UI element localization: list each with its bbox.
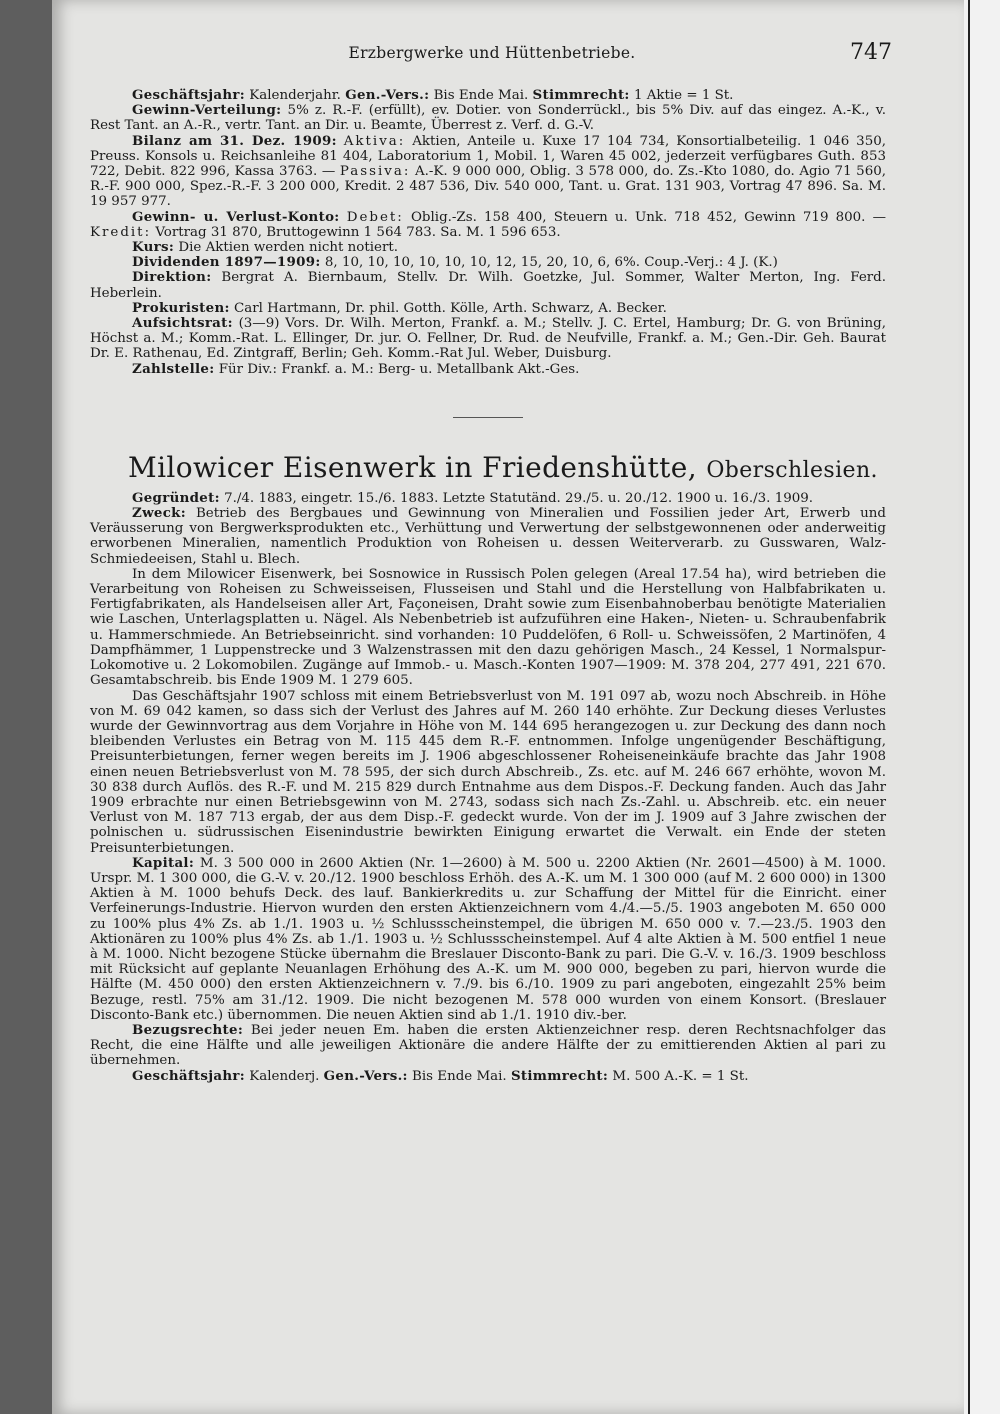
entry-guv: Gewinn- u. Verlust-Konto: Debet: Oblig.-Zs. 158 400, Steuern u. Unk. 718 452, Gewinn 719 800. — Kredit: Vortrag 31 870, Bruttogewinn 1 564 783. Sa. M. 1 596 653. — [90, 208, 886, 240]
entry-gegruendet: Gegründet: 7./4. 1883, eingetr. 15./6. 1883. Letzte Statutänd. 29./5. u. 20./12. 1900 u. 16./3. 1909. — [132, 489, 814, 506]
entry-zahlstelle: Zahlstelle: Für Div.: Frankf. a. M.: Berg- u. Metallbank Akt.-Ges. — [132, 360, 580, 377]
page-body — [90, 88, 886, 1084]
entry-prokuristen: Prokuristen: Carl Hartmann, Dr. phil. Gotth. Kölle, Arth. Schwarz, A. Becker. — [132, 299, 667, 316]
company-heading — [128, 452, 886, 487]
entry-zweck: Zweck: Betrieb des Bergbaues und Gewinnung von Mineralien und Fossilien jeder Art, Erwerb und Veräusserung von Bergwerksprodukten etc., Verhüttung und Verwertung der selbstgewonnenen oder anderweitig erworbenen Mineralien, namentlich Produktion von Roheisen u. dessen Weiterverarb. zu Gusswaren, Walz-Schmiedeeisen, Stahl u. Blech. — [90, 505, 886, 567]
running-header — [92, 40, 892, 70]
section-divider — [453, 417, 523, 418]
entry-bilanz: Bilanz am 31. Dez. 1909: Aktiva: Aktien, Anteile u. Kuxe 17 104 734, Konsortialbeteilig. 1 046 350, Preuss. Konsols u. Reichsanleihe 81 404, Laboratorium 1, Mobil. 1, Waren 45 002, jederzeit verfügbares Guth. 853 722, Debit. 822 996, Kassa 3763. — Passiva: A.-K. 9 000 000, Oblig. 3 578 000, do. Zs.-Kto 1080, do. Agio 71 560, R.-F. 900 000, Spez.-R.-F. 3 200 000, Kredit. 2 487 536, Div. 540 000, Tant. u. Grat. 131 903, Vortrag 47 896. Sa. M. 19 957 977. — [90, 132, 886, 210]
edge-line — [968, 0, 970, 1414]
running-title: Erzbergwerke und Hüttenbetriebe. — [348, 44, 636, 62]
page-edge — [964, 0, 1000, 1414]
entry-gewinnverteilung: Gewinn-Verteilung: 5% z. R.-F. (erfüllt), ev. Dotier. von Sonderrückl., bis 5% Div. auf das eingez. A.-K., v. Rest Tant. an A.-R., vertr. Tant. an Dir. u. Beamte, Überrest z. Verf. d. G.-V. — [90, 102, 886, 134]
entry-dividenden: Dividenden 1897—1909: 8, 10, 10, 10, 10, 10, 10, 12, 15, 20, 10, 6, 6%. Coup.-Verj.: 4 J. (K.) — [132, 254, 778, 271]
company-region: Oberschlesien. — [706, 457, 878, 483]
entry-geschaeftsjahr-2: Geschäftsjahr: Kalenderj. Gen.-Vers.: Bis Ende Mai. Stimmrecht: M. 500 A.-K. = 1 St. — [132, 1067, 749, 1084]
paragraph-betrieb: In dem Milowicer Eisenwerk, bei Sosnowice in Russisch Polen gelegen (Areal 17.54 ha), wird betrieben die Verarbeitung von Roheisen zu Schweisseisen, Flusseisen und Stahl und die Herstellung von Halbfabrikaten u. Fertigfabrikaten, als Handelseisen aller Art, Façoneisen, Draht sowie zum Eisenbahnoberbau benötigte Materialien wie Laschen, Unterlagsplatten u. Nägel. Als Nebenbetrieb ist aufzuführen eine Haken-, Nieten- u. Schraubenfabrik u. Hammerschmiede. An Betriebseinricht. sind vorhanden: 10 Puddelöfen, 6 Roll- u. Schweissöfen, 2 Martinöfen, 4 Dampfhämmer, 1 Luppenstrecke und 3 Walzenstrassen mit den dazu gehörigen Masch., 24 Kessel, 1 Normalspur-Lokomotive u. 2 Lokomobilen. Zugänge auf Immob.- u. Masch.-Konten 1907—1909: M. 378 204, 277 491, 221 670. Gesamtabschreib. bis Ende 1909 M. 1 279 605. — [90, 566, 886, 689]
entry-aufsichtsrat: Aufsichtsrat: (3—9) Vors. Dr. Wilh. Merton, Frankf. a. M.; Stellv. J. C. Ertel, Hamburg; Dr. G. von Brüning, Höchst a. M.; Komm.-Rat. L. Ellinger, Dr. jur. O. Fellner, Dr. Rud. de Neufville, Frankf. a. M.; Gen.-Dir. Geh. Baurat Dr. E. Rathenau, Ed. Zintgraff, Berlin; Geh. Komm.-Rat Jul. Weber, Duisburg. — [90, 315, 886, 362]
entry-kapital: Kapital: M. 3 500 000 in 2600 Aktien (Nr. 1—2600) à M. 500 u. 2200 Aktien (Nr. 2601—4500) à M. 1000. Urspr. M. 1 300 000, die G.-V. v. 20./12. 1900 beschloss Erhöh. des A.-K. um M. 1 300 000 (auf M. 2 600 000) in 1300 Aktien à M. 1000 behufs Deck. des lauf. Bankierkredits u. zur Schaffung der Mittel für die Einricht. einer Verfeinerungs-Industrie. Hiervon wurden den ersten Aktienzeichnern vom 4./4.—5./5. 1903 angeboten M. 650 000 zu 100% plus 4% Zs. ab 1./1. 1903 u. ½ Schlussscheinstempel, die übrigen M. 650 000 v. 7.—23./5. 1903 den Aktionären zu 100% plus 4% Zs. ab 1./1. 1903 u. ½ Schlussscheinstempel. Auf 4 alte Aktien à M. 500 entfiel 1 neue à M. 1000. Nicht bezogene Stücke übernahm die Breslauer Disconto-Bank zu pari. Die G.-V. v. 16./3. 1909 beschloss mit Rücksicht auf geplante Neuanlagen Erhöhung des A.-K. um M. 900 000, begeben zu pari, hiervon wurde die Hälfte (M. 450 000) den ersten Aktienzeichnern v. 7./9. bis 6./10. 1909 zu pari angeboten, eingezahlt 25% beim Bezuge, restl. 75% am 31./12. 1909. Die nicht bezogenen M. 578 000 wurden von einem Konsort. (Breslauer Disconto-Bank etc.) übernommen. Die neuen Aktien sind ab 1./1. 1910 div.-ber. — [90, 854, 886, 1023]
company-name: Milowicer Eisenwerk in Friedenshütte, — [128, 450, 698, 484]
entry-bezugsrechte: Bezugsrechte: Bei jeder neuen Em. haben die ersten Aktienzeichner resp. deren Rechtsnachfolger das Recht, die eine Hälfte und alle jeweiligen Aktionäre die andere Hälfte der zu emittierenden Aktien al pari zu übernehmen. — [90, 1021, 886, 1069]
entry-geschaeftsjahr: Geschäftsjahr: Kalenderjahr. Gen.-Vers.: Bis Ende Mai. Stimmrecht: 1 Aktie = 1 St. — [132, 87, 734, 103]
page-number: 747 — [850, 40, 892, 65]
entry-direktion: Direktion: Bergrat A. Biernbaum, Stellv. Dr. Wilh. Goetzke, Jul. Sommer, Walter Merton, Ing. Ferd. Heberlein. — [90, 269, 886, 301]
entry-kurs: Kurs: Die Aktien werden nicht notiert. — [132, 239, 398, 256]
paragraph-geschaeftsjahr-1907: Das Geschäftsjahr 1907 schloss mit einem Betriebsverlust von M. 191 097 ab, wozu noch Abschreib. in Höhe von M. 69 042 kamen, so dass sich der Verlust des Jahres auf M. 260 140 erhöhte. Zur Deckung dieses Verlustes wurde der Gewinnvortrag aus dem Vorjahre in Höhe von M. 144 695 herangezogen u. zur Deckung des dann noch bleibenden Verlustes ein Betrag von M. 115 445 dem R.-F. entnommen. Infolge ungenügender Beschäftigung, Preisunterbietungen, ferner wegen bereits im J. 1906 abgeschlossener Roheiseneinkäufe brachte das Jahr 1908 einen neuen Betriebsverlust von M. 78 595, der sich durch Abschreib., Zs. etc. auf M. 246 667 erhöhte, wovon M. 30 838 durch Auflös. des R.-F. und M. 215 829 durch Entnahme aus dem Dispos.-F. Deckung fanden. Auch das Jahr 1909 erbrachte nur einen Betriebsgewinn von M. 2743, sodass sich nach Zs.-Zahl. u. Abschreib. etc. ein neuer Verlust von M. 187 713 ergab, der aus dem Disp.-F. gedeckt wurde. Von der im J. 1909 auf 3 Jahre zwischen der polnischen u. südrussischen Eisenindustrie bewirkten Einigung erwartet die Verwalt. ein Ende der steten Preisunterbietungen. — [90, 688, 886, 856]
